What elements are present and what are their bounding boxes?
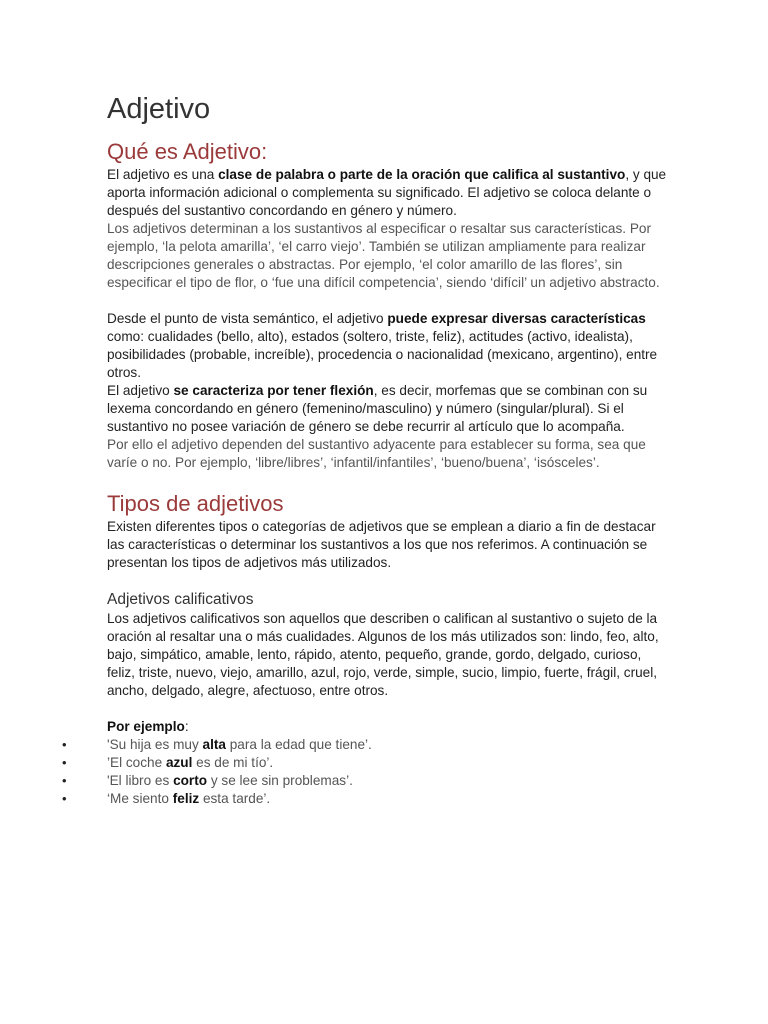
section-heading-tipos: Tipos de adjetivos xyxy=(107,491,284,516)
document-content xyxy=(62,90,667,808)
paragraph-definition: El adjetivo es una clase de palabra o parte de la oración que califica al sustantivo, y que aporta información adicional o complementa su significado. El adjetivo se coloca delante o después del sustantivo concordando en género y número. xyxy=(107,167,667,218)
list-item: • ’El coche azul es de mi tío’. xyxy=(62,755,274,770)
list-item: • 'Su hija es muy alta para la edad que tiene’. xyxy=(62,737,372,752)
bullet-icon: • xyxy=(62,791,67,806)
paragraph-tipos-intro: Existen diferentes tipos o categorías de adjetivos que se emplean a diario a fin de destacar las características o determinar los sustantivos a los que nos referimos. A continuación se presentan los tipos de adjetivos más utilizados. xyxy=(107,519,656,570)
bullet-icon: • xyxy=(62,755,67,770)
section-heading-que-es: Qué es Adjetivo: xyxy=(107,139,268,164)
list-item: • 'El libro es corto y se lee sin problemas’. xyxy=(62,773,353,788)
subheading-calificativos: Adjetivos calificativos xyxy=(107,591,254,608)
page-title: Adjetivo xyxy=(107,93,211,125)
paragraph-calificativos: Los adjetivos calificativos son aquellos que describen o califican al sustantivo o sujeto de la oración al resaltar una o más cualidades. Algunos de los más utilizados son: lindo, feo, alto, bajo, simpático, amable, lento, rápido, atento, pequeño, grande, gordo, delgado, curioso, feliz, triste, nuevo, viejo, amarillo, azul, rojo, verde, simple, sucio, limpio, fuerte, frágil, cruel, ancho, delgado, alegre, afectuoso, entre otros. xyxy=(107,611,659,698)
bullet-icon: • xyxy=(62,737,67,752)
list-item: • ‘Me siento feliz esta tarde’. xyxy=(62,791,271,806)
paragraph-semantico: Desde el punto de vista semántico, el adjetivo puede expresar diversas características como: cualidades (bello, alto), estados (soltero, triste, feliz), actitudes (activo, idealista), posibilidades (probable, increíble), procedencia o nacionalidad (mexicano, argentino), entre otros. xyxy=(107,311,658,380)
example-list xyxy=(62,736,667,808)
paragraph-por-ello: Por ello el adjetivo dependen del sustantivo adyacente para establecer su forma, sea que varíe o no. Por ejemplo, ‘libre/libres’, ‘infantil/infantiles’, ‘bueno/buena’, ‘isósceles’. xyxy=(107,437,646,470)
example-label: Por ejemplo: xyxy=(107,719,189,734)
bullet-icon: • xyxy=(62,773,67,788)
paragraph-determinan: Los adjetivos determinan a los sustantivos al especificar o resaltar sus características. Por ejemplo, ‘la pelota amarilla’, ‘el carro viejo’. También se utilizan ampliamente para realizar descripciones generales o abstractas. Por ejemplo, ‘el color amarillo de las flores’, sin especificar el tipo de flor, o ‘fue una difícil competencia’, siendo ‘difícil’ un adjetivo abstracto. xyxy=(107,221,660,290)
paragraph-flexion: El adjetivo se caracteriza por tener flexión, es decir, morfemas que se combinan con su lexema concordando en género (femenino/masculino) y número (singular/plural). Si el sustantivo no posee variación de género se debe recurrir al artículo que lo acompaña. xyxy=(107,383,648,434)
